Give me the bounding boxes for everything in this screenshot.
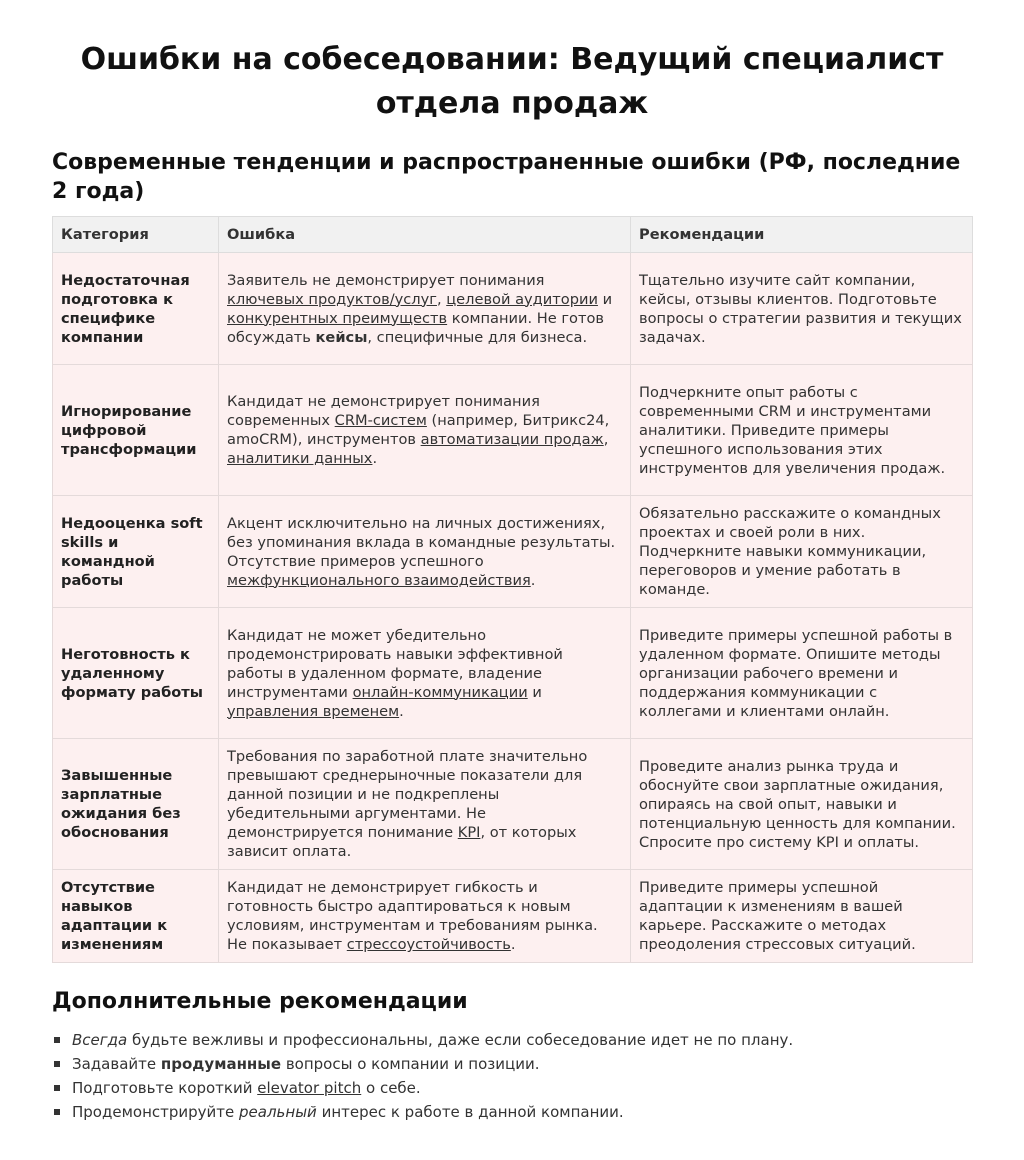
table-row — [53, 608, 973, 739]
row-recommendation: Проведите анализ рынка труда и обоснуйте свои зарплатные ожидания, опираясь на свой опыт, навыки и потенциальную ценность для компании. Спросите про систему KPI и оплаты. — [631, 739, 973, 870]
term-link[interactable]: автоматизации продаж — [420, 431, 604, 448]
list-item: Задавайте продуманные вопросы о компании и позиции. — [52, 1052, 972, 1076]
table-header-row — [53, 217, 973, 253]
row-category: Неготовность к удаленному формату работы — [53, 608, 219, 739]
row-error: Кандидат не демонстрирует понимания современных CRM-систем (например, Битрикс24, amoCRM), инструментов автоматизации продаж, аналитики данных. — [219, 365, 631, 496]
table-row — [53, 496, 973, 608]
row-recommendation: Приведите примеры успешной адаптации к изменениям в вашей карьере. Расскажите о методах преодоления стрессовых ситуаций. — [631, 870, 973, 963]
row-recommendation: Обязательно расскажите о командных проектах и своей роли в них. Подчеркните навыки коммуникации, переговоров и умение работать в команде. — [631, 496, 973, 608]
row-error: Требования по заработной плате значительно превышают среднерыночные показатели для данной позиции и не подкреплены убедительными аргументами. Не демонстрируется понимание KPI, от которых зависит оплата. — [219, 739, 631, 870]
term-link[interactable]: онлайн-коммуникации — [352, 683, 528, 701]
term-link[interactable]: конкурентных преимуществ — [227, 309, 448, 327]
term-link[interactable]: целевой аудитории — [446, 290, 598, 308]
list-item: Подготовьте короткий elevator pitch о себе. — [52, 1076, 972, 1100]
term-link[interactable]: CRM-систем — [334, 412, 427, 429]
term-link[interactable]: управления временем — [227, 702, 400, 720]
row-recommendation: Тщательно изучите сайт компании, кейсы, отзывы клиентов. Подготовьте вопросы о стратегии развития и текущих задачах. — [631, 253, 973, 365]
list-item: Продемонстрируйте реальный интерес к работе в данной компании. — [52, 1100, 972, 1124]
table-row — [53, 739, 973, 870]
row-recommendation: Подчеркните опыт работы с современными CRM и инструментами аналитики. Приведите примеры успешного использования этих инструментов для увеличения продаж. — [631, 365, 973, 496]
row-recommendation: Приведите примеры успешной работы в удаленном формате. Опишите методы организации рабочего времени и поддержания коммуникации с коллегами и клиентами онлайн. — [631, 608, 973, 739]
header-category: Категория — [53, 217, 219, 253]
section-title-extra: Дополнительные рекомендации — [52, 989, 468, 1014]
header-error: Ошибка — [219, 217, 631, 253]
row-error: Заявитель не демонстрирует понимания ключевых продуктов/услуг, целевой аудитории и конкурентных преимуществ компании. Не готов обсуждать кейсы, специфичные для бизнеса. — [219, 253, 631, 365]
row-category: Отсутствие навыков адаптации к изменениям — [53, 870, 219, 963]
row-category: Недооценка soft skills и командной работы — [53, 496, 219, 608]
table-row — [53, 253, 973, 365]
term-link[interactable]: elevator pitch — [257, 1079, 362, 1097]
row-error: Кандидат не может убедительно продемонстрировать навыки эффективной работы в удаленном формате, владение инструментами онлайн-коммуникации и управления временем. — [219, 608, 631, 739]
term-link[interactable]: ключевых продуктов/услуг — [227, 290, 437, 308]
section-title-trends: Современные тенденции и распространенные ошибки (РФ, последние 2 года) — [52, 150, 961, 204]
page-title: Ошибки на собеседовании: Ведущий специалист отдела продаж — [80, 42, 944, 121]
term-link[interactable]: аналитики данных — [227, 450, 373, 467]
term-link[interactable]: KPI — [457, 824, 481, 841]
table-row — [53, 365, 973, 496]
row-error: Акцент исключительно на личных достижениях, без упоминания вклада в командные результаты. Отсутствие примеров успешного межфункционального взаимодействия. — [219, 496, 631, 608]
table-row — [53, 870, 973, 963]
list-item: Всегда будьте вежливы и профессиональны, даже если собеседование идет не по плану. — [52, 1028, 972, 1052]
errors-table — [52, 216, 973, 963]
term-link[interactable]: межфункционального взаимодействия — [227, 571, 531, 589]
term-link[interactable]: стрессоустойчивость — [346, 936, 511, 953]
header-recommendation: Рекомендации — [631, 217, 973, 253]
row-error: Кандидат не демонстрирует гибкость и готовность быстро адаптироваться к новым условиям, инструментам и требованиям рынка. Не показывает стрессоустойчивость. — [219, 870, 631, 963]
row-category: Недостаточная подготовка к специфике компании — [53, 253, 219, 365]
row-category: Игнорирование цифровой трансформации — [53, 365, 219, 496]
row-category: Завышенные зарплатные ожидания без обоснования — [53, 739, 219, 870]
tips-list — [52, 1028, 972, 1124]
